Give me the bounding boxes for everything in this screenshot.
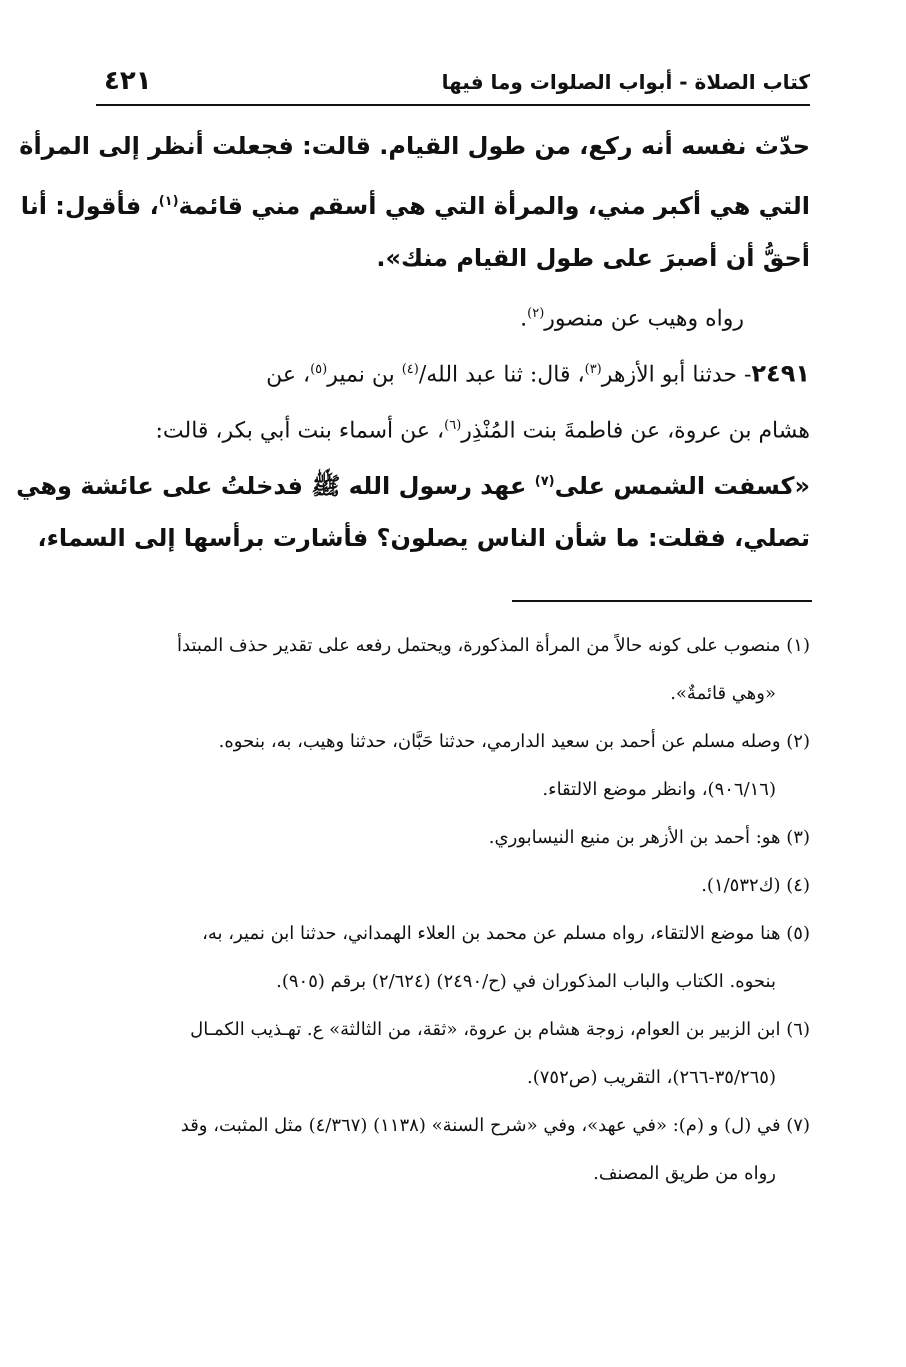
- footnote-6: (٦) ابن الزبير بن العوام، زوجة هشام بن عروة، «ثقة، من الثالثة» ع. تهـذيب الكمـال: [190, 1019, 810, 1040]
- footnote-3: (٣) هو: أحمد بن الأزهر بن منيع النيسابوري.: [488, 827, 810, 848]
- footnote-marker-2[interactable]: (٢): [527, 306, 545, 321]
- hadith-number: ٢٤٩١: [751, 359, 810, 388]
- text-line-1: حدّث نفسه أنه ركع، من طول القيام. قالت: فجعلت أنظر إلى المرأة: [19, 132, 810, 160]
- text-line-6: [96, 398, 810, 454]
- text-segment: التي هي أكبر مني، والمرأة التي هي أسقم مني قائمة: [178, 192, 810, 220]
- footnote-separator: [512, 600, 812, 602]
- text-line-3: أحقُّ أن أصبرَ على طول القيام منك».: [376, 244, 810, 272]
- footnote-marker-5[interactable]: (٥): [310, 362, 328, 377]
- footnote-7: (٧) في (ل) و (م): «في عهد»، وفي «شرح السنة» (١١٣٨) (٤/٣٦٧) مثل المثبت، وقد: [180, 1115, 810, 1136]
- running-title: كتاب الصلاة - أبواب الصلوات وما فيها: [441, 70, 810, 94]
- footnote-5-cont: بنحوه. الكتاب والباب المذكوران في (ح/٢٤٩٠) (٢/٦٢٤) برقم (٩٠٥).: [276, 971, 776, 992]
- text-segment: .: [520, 306, 528, 332]
- text-segment: ، قال: ثنا عبد الله/: [418, 362, 585, 388]
- text-segment: بن نمير: [327, 362, 402, 388]
- text-line-7: [16, 454, 810, 510]
- text-segment: - حدثنا أبو الأزهر: [601, 362, 752, 388]
- footnote-marker-6[interactable]: (٦): [444, 418, 462, 433]
- main-text: [16, 118, 810, 566]
- text-segment: ، عن: [266, 362, 311, 388]
- footnote-2: (٢) وصله مسلم عن أحمد بن سعيد الدارمي، حدثنا حَبَّان، حدثنا وهيب، به، بنحوه.: [218, 731, 810, 752]
- page-header: [96, 66, 810, 100]
- footnote-6-cont: (٣٥/٢٦٥-٢٦٦)، التقريب (ص٧٥٢).: [526, 1067, 776, 1088]
- footnote-marker-4[interactable]: (٤): [401, 362, 419, 377]
- text-segment: عهد رسول الله ﷺ فدخلتُ على عائشة وهي: [16, 472, 535, 500]
- footnote-1: (١) منصوب على كونه حالاً من المرأة المذكورة، ويحتمل رفعه على تقدير حذف المبتدأ: [177, 635, 810, 656]
- text-segment: رواه وهيب عن منصور: [544, 306, 744, 332]
- page-number: ٤٢١: [104, 66, 152, 96]
- text-segment: ، عن أسماء بنت أبي بكر، قالت:: [155, 418, 445, 444]
- footnote-marker-1[interactable]: (١): [158, 194, 179, 209]
- text-line-2: [20, 174, 810, 230]
- text-line-8: تصلي، فقلت: ما شأن الناس يصلون؟ فأشارت برأسها إلى السماء،: [37, 524, 810, 552]
- text-segment: «كسفت الشمس على: [554, 472, 810, 500]
- text-segment: هشام بن عروة، عن فاطمةَ بنت المُنْذِر: [461, 418, 810, 444]
- header-rule: [96, 104, 810, 106]
- footnote-4: (٤) (ك١/٥٣٢).: [701, 875, 810, 896]
- footnote-1-cont: «وهي قائمةٌ».: [670, 683, 776, 704]
- footnote-marker-3[interactable]: (٣): [584, 362, 602, 377]
- footnote-7-cont: رواه من طريق المصنف.: [593, 1163, 776, 1184]
- text-segment: ، فأقول: أنا: [20, 192, 159, 220]
- footnotes: [96, 622, 810, 1198]
- footnote-2-cont: (٩٠٦/١٦)، وانظر موضع الالتقاء.: [542, 779, 776, 800]
- text-line-4: [96, 286, 810, 342]
- footnote-marker-7[interactable]: (٧): [534, 474, 555, 489]
- footnote-5: (٥) هنا موضع الالتقاء، رواه مسلم عن محمد بن العلاء الهمداني، حدثنا ابن نمير، به،: [202, 923, 810, 944]
- text-line-5: [96, 342, 810, 398]
